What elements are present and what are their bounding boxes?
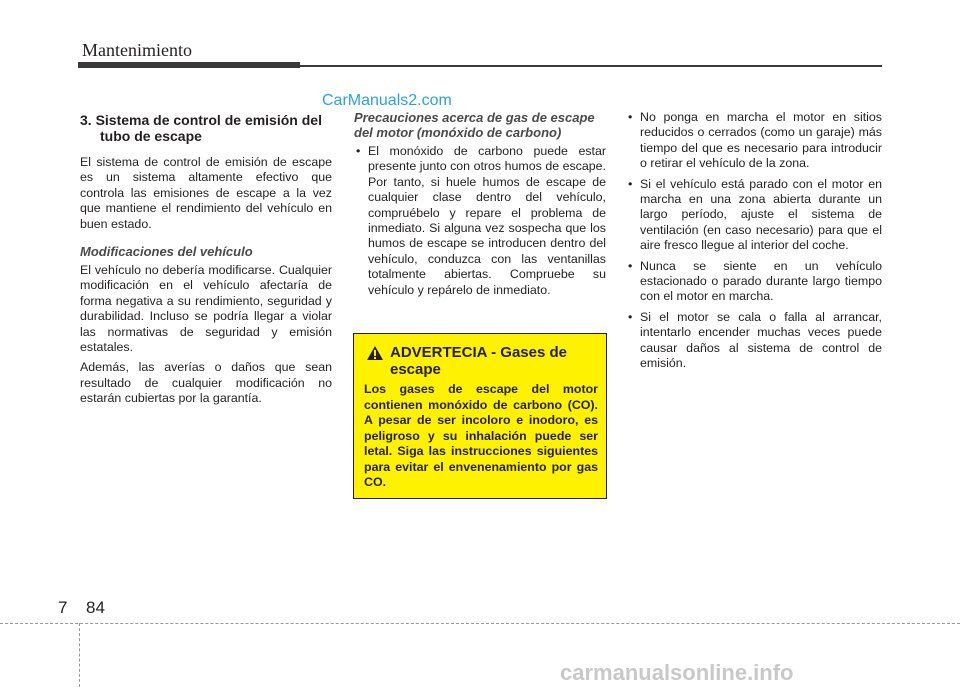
exhaust-precautions-list (354, 144, 606, 298)
list-item: • Si el motor se cala o falla al arrancar, intentarlo encender muchas veces puede causar daños al sistema de control de emisión. (628, 309, 882, 371)
header-rule-thin (300, 65, 882, 67)
column-right (626, 110, 882, 377)
column-left (80, 112, 332, 412)
bullet-icon: • (356, 144, 361, 158)
footer-watermark: carmanualsonline.info (560, 660, 794, 685)
modifications-paragraph-1: El vehículo no debería modificarse. Cualquier modificación en el vehículo afectaría de forma negativa a su rendimiento, seguridad y durabilidad. Incluso se podría llegar a violar las normativas de seguridad y emisión estatales. (80, 263, 332, 355)
exhaust-precautions-title: Precauciones acerca de gas de escape del motor (monóxido de carbono) (354, 110, 595, 140)
list-item: • Si el vehículo está parado con el motor en marcha en una zona abierta durante un largo período, ajuste el sistema de ventilación (en caso necesario) para que el aire fresco llegue al interior del coche. (628, 176, 882, 253)
chapter-number: 7 (58, 598, 68, 617)
modifications-title: Modificaciones del vehículo (80, 244, 253, 260)
warning-heading: ADVERTECIA - Gases de escape (364, 344, 598, 378)
list-item: • No ponga en marcha el motor en sitios reducidos o cerrados (como un garaje) más tiempo del que es necesario para introducir o retirar el vehículo de la zona. (628, 110, 882, 171)
watermark: CarManuals2.com (322, 92, 452, 109)
header-rule-thick (78, 62, 300, 68)
footer-divider (79, 623, 80, 687)
bullet-icon: • (628, 258, 633, 273)
page-number: 84 (86, 598, 105, 617)
footer-rule (0, 623, 960, 624)
section-title: 3. Sistema de control de emisión del tubo de escape (80, 112, 322, 144)
warning-body: Los gases de escape del motor contienen monóxido de carbono (CO). A pesar de ser incoloro e inodoro, es peligroso y su inhalación puede ser letal. Siga las instrucciones siguientes para evitar el envenenamiento por gas CO. (364, 382, 598, 489)
warning-box (353, 333, 607, 499)
page-header-title: Mantenimiento (82, 40, 192, 60)
modifications-paragraph-2: Además, las averías o daños que sean resultado de cualquier modificación no estarán cubiertas por la garantía. (80, 360, 332, 406)
column-middle (354, 110, 606, 303)
precautions-list (626, 110, 882, 372)
list-item: • El monóxido de carbono puede estar presente junto con otros humos de escape. Por tanto, si huele humos de escape de cualquier clase dentro del vehículo, compruébelo y repare el problema de inmediato. Si alguna vez sospecha que los humos de escape se introducen dentro del vehículo, conduzca con las ventanillas totalmente abiertas. Compruebe su vehículo y repárelo de inmediato. (356, 144, 606, 297)
intro-paragraph: El sistema de control de emisión de escape es un sistema altamente efectivo que controla las emisiones de escape a la vez que mantiene el rendimiento del vehículo en buen estado. (80, 155, 332, 231)
bullet-icon: • (628, 110, 633, 124)
warning-triangle-icon (366, 345, 384, 361)
list-item: • Nunca se siente en un vehículo estacionado o parado durante largo tiempo con el motor en marcha. (628, 258, 882, 304)
bullet-icon: • (628, 176, 633, 191)
bullet-icon: • (628, 309, 633, 324)
